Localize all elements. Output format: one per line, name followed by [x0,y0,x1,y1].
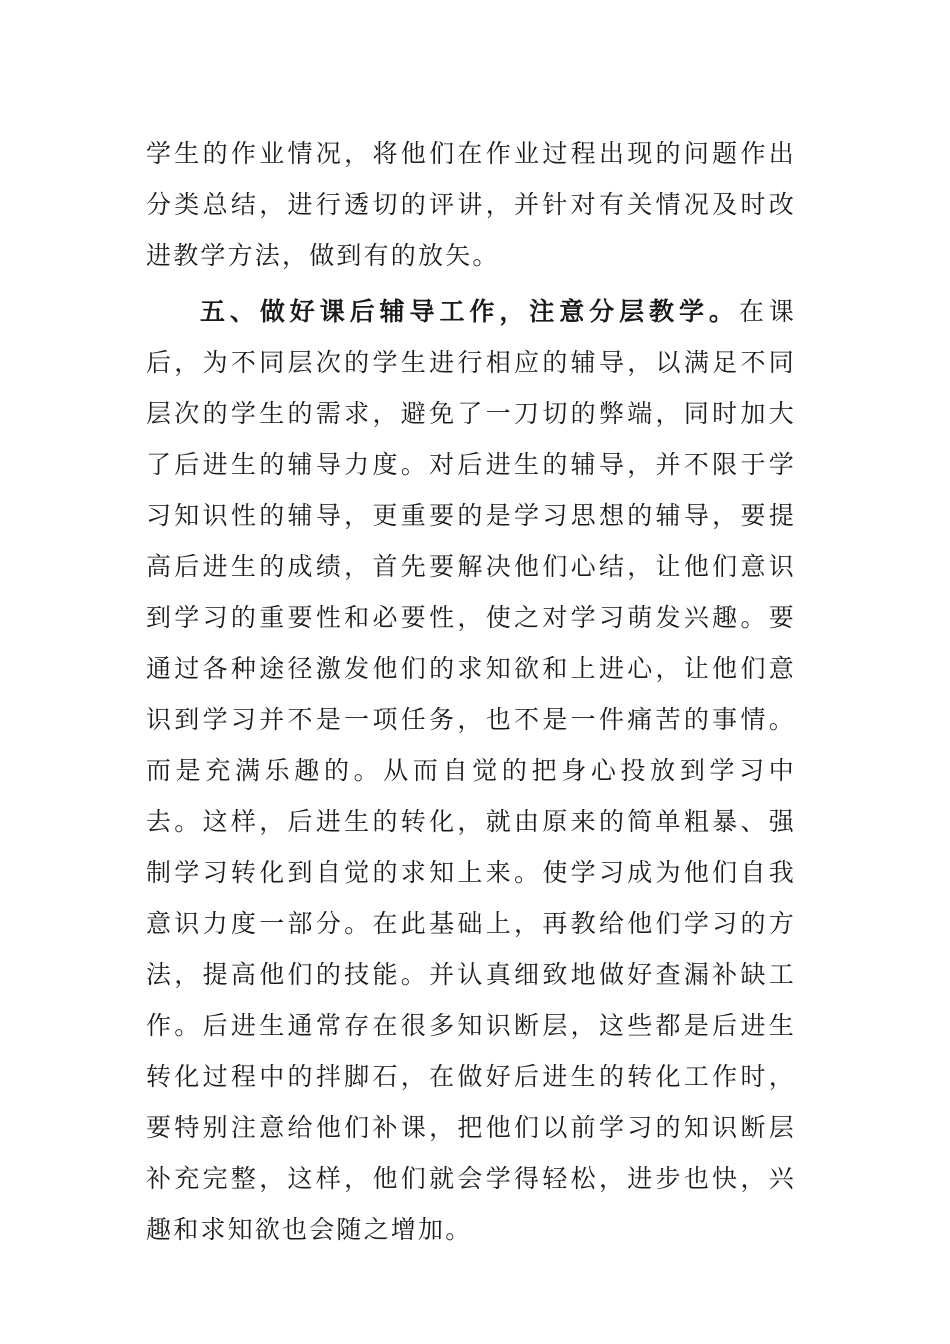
section-heading: 五、做好课后辅导工作，注意分层教学。 [200,297,739,326]
paragraph-1-text: 学生的作业情况，将他们在作业过程出现的问题作出分类总结，进行透切的评讲，并针对有关情况及时改进教学方法，做到有的放矢。 [146,139,796,270]
section-body-text: 在课后，为不同层次的学生进行相应的辅导，以满足不同层次的学生的需求，避免了一刀切的弊端，同时加大了后进生的辅导力度。对后进生的辅导，并不限于学习知识性的辅导，更重要的是学习思想的辅导，要提高后进生的成绩，首先要解决他们心结，让他们意识到学习的重要性和必要性，使之对学习萌发兴趣。要通过各种途径激发他们的求知欲和上进心，让他们意识到学习并不是一项任务，也不是一件痛苦的事情。而是充满乐趣的。从而自觉的把身心投放到学习中去。这样，后进生的转化，就由原来的简单粗暴、强制学习转化到自觉的求知上来。使学习成为他们自我意识力度一部分。在此基础上，再教给他们学习的方法，提高他们的技能。并认真细致地做好查漏补缺工作。后进生通常存在很多知识断层，这些都是后进生转化过程中的拌脚石，在做好后进生的转化工作时，要特别注意给他们补课，把他们以前学习的知识断层补充完整，这样，他们就会学得轻松，进步也快，兴趣和求知欲也会随之增加。 [146,297,796,1244]
paragraph-continuation [146,128,796,281]
paragraph-section-five [146,286,796,1255]
